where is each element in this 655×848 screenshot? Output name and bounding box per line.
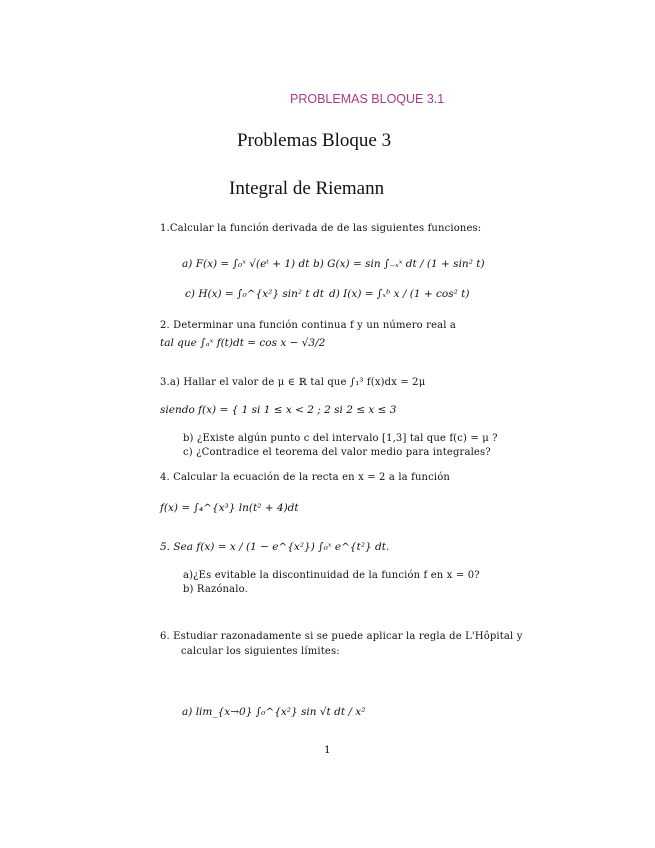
problem-1a: a) F(x) = ∫₀ˣ √(eᵗ + 1) dt xyxy=(182,258,310,270)
page-title: Problemas Bloque 3 xyxy=(237,130,392,151)
problem-2-line1: 2. Determinar una función continua f y un número real a xyxy=(160,320,457,331)
problem-6-line1: 6. Estudiar razonadamente si se puede aplicar la regla de L'Hôpital y xyxy=(160,631,523,642)
problem-3c: c) ¿Contradice el teorema del valor medio para integrales? xyxy=(183,447,491,458)
problem-6a: a) lim_{x→0} ∫₀^{x²} sin √t dt / x² xyxy=(182,706,366,718)
page-number: 1 xyxy=(324,744,331,756)
section-subtitle: Integral de Riemann xyxy=(229,178,385,199)
problem-6-line2: calcular los siguientes límites: xyxy=(181,646,340,657)
problem-3-line2: siendo f(x) = { 1 si 1 ≤ x < 2 ; 2 si 2 ≤ x ≤ 3 xyxy=(160,404,397,416)
problem-3b: b) ¿Existe algún punto c del intervalo [1,3] tal que f(c) = μ ? xyxy=(183,433,498,444)
problem-5b: b) Razónalo. xyxy=(183,584,248,595)
problem-1b: b) G(x) = sin ∫₋ₓˣ dt / (1 + sin² t) xyxy=(313,258,485,270)
problem-1d: d) I(x) = ∫ₓᵇ x / (1 + cos² t) xyxy=(329,288,470,300)
problem-1-text: 1.Calcular la función derivada de de las siguientes funciones: xyxy=(160,223,482,234)
running-header: PROBLEMAS BLOQUE 3.1 xyxy=(290,92,445,106)
problem-4-line1: 4. Calcular la ecuación de la recta en x = 2 a la función xyxy=(160,472,451,483)
problem-3-line1: 3.a) Hallar el valor de μ ∈ ℝ tal que ∫₁³ f(x)dx = 2μ xyxy=(160,377,426,388)
problem-5-line1: 5. Sea f(x) = x / (1 − e^{x²}) ∫₀ˣ e^{t²} dt. xyxy=(160,541,390,553)
problem-2-line2: tal que ∫ₐˣ f(t)dt = cos x − √3/2 xyxy=(160,337,326,349)
problem-5a: a)¿Es evitable la discontinuidad de la función f en x = 0? xyxy=(183,570,480,581)
problem-4-line2: f(x) = ∫₄^{x³} ln(t² + 4)dt xyxy=(160,502,299,514)
problem-1c: c) H(x) = ∫₀^{x²} sin² t dt xyxy=(185,288,324,300)
